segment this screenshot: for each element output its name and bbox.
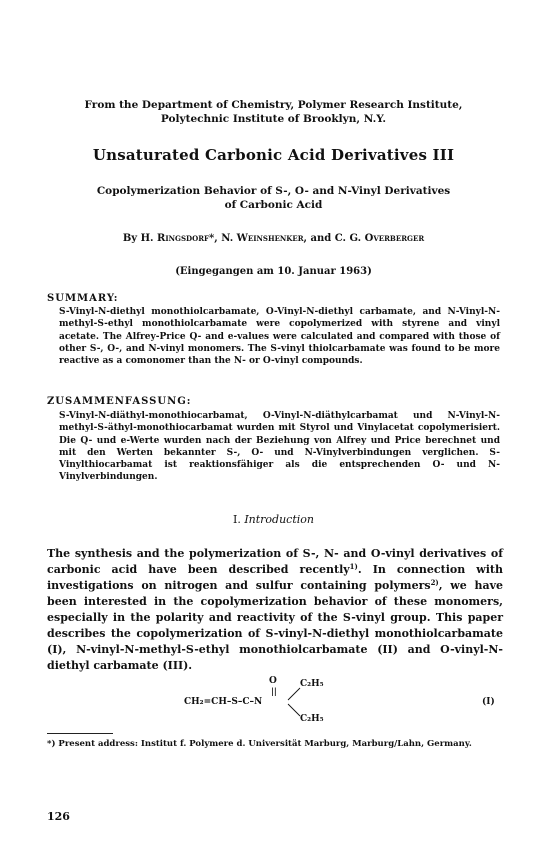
- lower-ethyl-group: C₂H₅: [300, 714, 324, 724]
- affiliation-line-2: Polytechnic Institute of Brooklyn, N.Y.: [160, 113, 387, 125]
- reference-1[interactable]: 1): [349, 562, 358, 571]
- intro-text-3: , we have been interested in the copolymerization behavior of these monomers, especially in the polarity and reactivity of the S-vinyl group. This paper describes the copolymerization of S-vinyl-N-diethyl monothiolcarbamate (I), N-vinyl-N-methyl-S-ethyl monothiolcarbamate (II) and O-vinyl-N-diethyl carbamate (III).: [47, 579, 503, 672]
- intro-paragraph: [47, 546, 503, 674]
- footnote: *) Present address: Institut f. Polymere d. Universität Marburg, Marburg/Lahn, Germany.: [47, 739, 472, 749]
- paper-subtitle: [0, 184, 547, 212]
- zusammenfassung-text: S-Vinyl-N-diäthyl-monothiocarbamat, O-Vinyl-N-diäthylcarbamat und N-Vinyl-N-methyl-S-äthyl-monothiocarbamat wurden mit Styrol und Vinylacetat copolymerisiert. Die Q- und e-Werte wurden nach der Beziehung von Alfrey und Price berechnet und mit den Werten bekannter S-, O- und N-Vinylverbindungen verglichen. S-Vinylthiocarbamat ist reaktionsfähiger als die entsprechenden O- und N-Vinylverbindungen.: [59, 411, 500, 483]
- formula-oxygen: O: [269, 676, 277, 686]
- reference-2[interactable]: 2): [430, 578, 439, 587]
- affiliation-line-1: From the Department of Chemistry, Polymer Research Institute,: [84, 99, 463, 111]
- author-1-mark: *, N.: [209, 233, 237, 244]
- section-heading: [0, 513, 547, 526]
- formula-label: (I): [482, 697, 495, 707]
- affiliation: [0, 98, 547, 126]
- chemical-formula-i: [0, 675, 547, 733]
- zusammenfassung-heading: ZUSAMMENFASSUNG:: [47, 396, 192, 407]
- double-bond-mark: ||: [271, 686, 277, 696]
- author-connector: , and C. G.: [303, 233, 365, 244]
- intro-text-2: . In connection with investigations on nitrogen and sulfur containing polymers: [47, 563, 503, 592]
- paper-title: Unsaturated Carbonic Acid Derivatives III: [92, 146, 455, 164]
- received-date: (Eingegangen am 10. Januar 1963): [175, 266, 372, 277]
- author-1: Ringsdorf: [157, 233, 209, 244]
- author-2: Weinshenker: [236, 233, 304, 244]
- page-number: 126: [47, 810, 70, 823]
- formula-chain: CH₂=CH–S–C–N: [184, 697, 263, 707]
- subtitle-line-1: Copolymerization Behavior of S-, O- and N-Vinyl Derivatives: [96, 185, 451, 197]
- summary-text: S-Vinyl-N-diethyl monothiolcarbamate, O-Vinyl-N-diethyl carbamate, and N-Vinyl-N-methyl-S-ethyl monothiolcarbamate were copolymerized with styrene and vinyl acetate. The Alfrey-Price Q- and e-values were calculated and compared with those of other S-, O-, and N-vinyl monomers. The S-vinyl thiolcarbamate was found to be more reactive as a comonomer than the N- or O-vinyl compounds.: [59, 307, 500, 367]
- intro-text-1: The synthesis and the polymerization of S-, N- and O-vinyl derivatives of carbonic acid have been described recently: [47, 547, 503, 576]
- footnote-rule: [47, 733, 113, 734]
- author-3: Overberger: [364, 233, 425, 244]
- section-number: I.: [232, 513, 245, 526]
- author-prefix: By H.: [122, 233, 158, 244]
- upper-ethyl-group: C₂H₅: [300, 679, 324, 689]
- subtitle-line-2: of Carbonic Acid: [224, 199, 323, 211]
- summary-heading: SUMMARY:: [47, 293, 119, 304]
- author-line: [0, 233, 547, 244]
- section-title: Introduction: [244, 513, 314, 526]
